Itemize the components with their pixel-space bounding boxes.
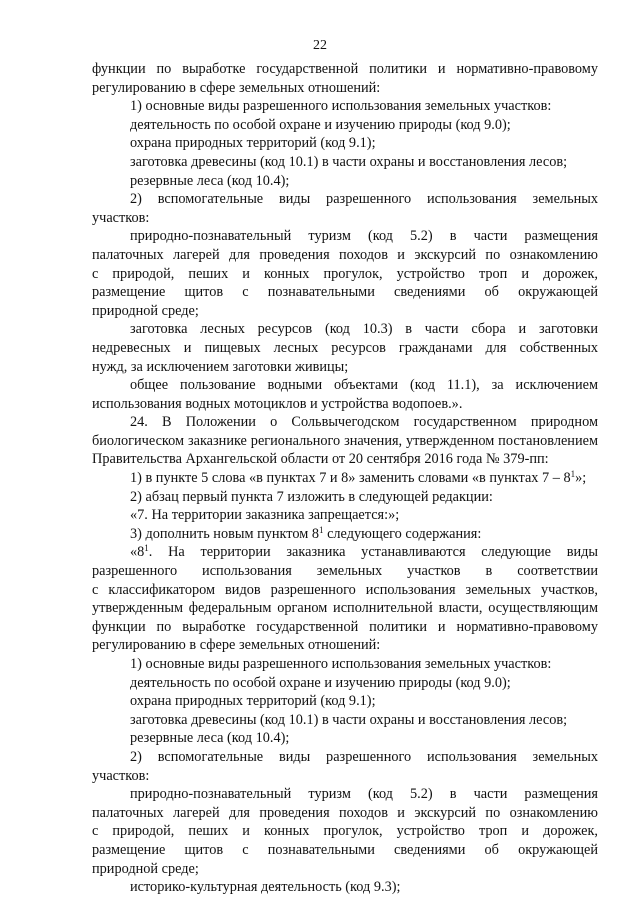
text-line-content: функции по выработке государственной политики и нормативно-правовому <box>92 61 598 77</box>
text-line <box>92 655 598 674</box>
text-line-content: недревесных и пищевых лесных ресурсов гражданами для собственных <box>92 339 598 356</box>
text-line <box>92 376 598 395</box>
text-line-content: 2) вспомогательные виды разрешенного использования земельных <box>130 748 598 765</box>
text-line-content: общее пользование водными объектами (код 11.1), за исключением <box>130 377 598 394</box>
text-line-content: 1) в пункте 5 слова «в пунктах 7 и 8» заменить словами «в пунктах 7 – 8 <box>130 470 571 487</box>
text-line-content: регулированию в сфере земельных отношений: <box>92 79 381 96</box>
text-line-content: 3) дополнить новым пунктом 8 <box>130 525 319 542</box>
text-line-content: функции по выработке государственной политики и нормативно-правовому <box>92 618 598 635</box>
text-line <box>92 283 598 302</box>
text-line-content: 1) основные виды разрешенного использования земельных участков: <box>130 656 552 672</box>
text-line-content: разрешенного использования земельных участков в соответствии <box>92 563 598 580</box>
text-line <box>92 413 598 432</box>
text-line-content: резервные леса (код 10.4); <box>130 730 290 747</box>
text-line-content: заготовка древесины (код 10.1) в части охраны и восстановления лесов; <box>130 711 568 728</box>
text-line <box>92 488 598 507</box>
text-line <box>92 134 598 153</box>
text-line-content: с классификатором видов разрешенного использования земельных участков, <box>92 581 598 598</box>
text-line <box>92 153 598 172</box>
text-line <box>92 562 598 581</box>
text-line-content: природно-познавательный туризм (код 5.2) в части размещения <box>130 228 598 245</box>
text-line-content: деятельность по особой охране и изучению природы (код 9.0); <box>130 116 511 133</box>
text-line-content: историко-культурная деятельность (код 9.3); <box>130 879 401 896</box>
text-line-content: заготовка древесины (код 10.1) в части охраны и восстановления лесов; <box>130 153 568 170</box>
text-line-continuation: . На территории заказника устанавливаются следующие виды <box>148 544 598 561</box>
text-line <box>92 246 598 265</box>
text-line <box>92 190 598 209</box>
text-line <box>92 822 598 841</box>
text-line-content: резервные леса (код 10.4); <box>130 172 290 189</box>
superscript: 1 <box>570 469 576 480</box>
text-line-content: участков: <box>92 767 150 784</box>
text-line-content: с природой, пеших и конных прогулок, устройство троп и дорожек, <box>92 823 598 840</box>
text-line-content: деятельность по особой охране и изучению природы (код 9.0); <box>130 674 511 691</box>
text-line <box>92 525 598 544</box>
text-line <box>92 506 598 525</box>
text-line-content: палаточных лагерей для проведения походов и экскурсий по ознакомлению <box>92 804 598 821</box>
text-line <box>92 674 598 693</box>
text-line <box>92 636 598 655</box>
text-line-content: природной среде; <box>92 860 199 877</box>
text-line <box>92 841 598 860</box>
text-line <box>92 60 598 79</box>
text-line-content: заготовка лесных ресурсов (код 10.3) в части сбора и заготовки <box>130 321 598 338</box>
text-line-continuation: следующего содержания: <box>323 525 482 542</box>
text-line-content: Правительства Архангельской области от 20 сентября 2016 года № 379-пп: <box>92 451 549 468</box>
text-line <box>92 358 598 377</box>
text-line-content: 24. В Положении о Сольвычегодском государственном природном <box>130 414 598 431</box>
text-line-content: участков: <box>92 209 150 226</box>
text-line-content: размещение щитов с познавательными сведениями об окружающей <box>92 284 598 301</box>
text-line <box>92 432 598 451</box>
text-line <box>92 469 598 488</box>
text-line <box>92 209 598 228</box>
text-line-content: с природой, пеших и конных прогулок, устройство троп и дорожек, <box>92 265 598 282</box>
text-line <box>92 581 598 600</box>
text-line <box>92 339 598 358</box>
text-line <box>92 767 598 786</box>
text-line-content: биологическом заказнике регионального значения, утвержденном постановлением <box>92 432 598 449</box>
page-number: 22 <box>313 38 327 53</box>
text-line <box>92 265 598 284</box>
text-line <box>92 543 598 562</box>
text-line <box>92 302 598 321</box>
text-line-content: 2) абзац первый пункта 7 изложить в следующей редакции: <box>130 488 493 505</box>
text-line <box>92 878 598 897</box>
text-line <box>92 450 598 469</box>
text-line <box>92 729 598 748</box>
text-line-content: охрана природных территорий (код 9.1); <box>130 135 376 152</box>
text-line-content: регулированию в сфере земельных отношений: <box>92 637 381 654</box>
text-line-content: использования водных мотоциклов и устройства водопоев.». <box>92 395 463 412</box>
text-line <box>92 804 598 823</box>
text-line <box>92 692 598 711</box>
text-line <box>92 395 598 414</box>
text-line-content: природно-познавательный туризм (код 5.2) в части размещения <box>130 786 598 803</box>
text-line-content: палаточных лагерей для проведения походов и экскурсий по ознакомлению <box>92 246 598 263</box>
text-line <box>92 711 598 730</box>
text-line-content: 2) вспомогательные виды разрешенного использования земельных <box>130 191 598 208</box>
text-line <box>92 79 598 98</box>
text-line <box>92 599 598 618</box>
text-line <box>92 618 598 637</box>
text-line <box>92 860 598 879</box>
text-line <box>92 748 598 767</box>
text-line-content: охрана природных территорий (код 9.1); <box>130 693 376 710</box>
text-line <box>92 227 598 246</box>
superscript: 1 <box>144 543 149 554</box>
document-body <box>92 60 598 897</box>
text-line-content: природной среде; <box>92 302 199 319</box>
text-line <box>92 320 598 339</box>
text-line-continuation: »; <box>575 470 587 487</box>
superscript: 1 <box>319 524 324 535</box>
text-line-content: нужд, за исключением заготовки живицы; <box>92 358 349 375</box>
text-line <box>92 172 598 191</box>
text-line-content: 1) основные виды разрешенного использования земельных участков: <box>130 98 552 115</box>
text-line <box>92 97 598 116</box>
text-line-content: размещение щитов с познавательными сведениями об окружающей <box>92 841 598 858</box>
text-line <box>92 785 598 804</box>
text-line <box>92 116 598 135</box>
text-line-content: «7. На территории заказника запрещается:»; <box>130 507 400 524</box>
text-line-content: «8 <box>130 544 145 561</box>
text-line-content: утвержденным федеральным органом исполнительной власти, осуществляющим <box>92 600 598 617</box>
